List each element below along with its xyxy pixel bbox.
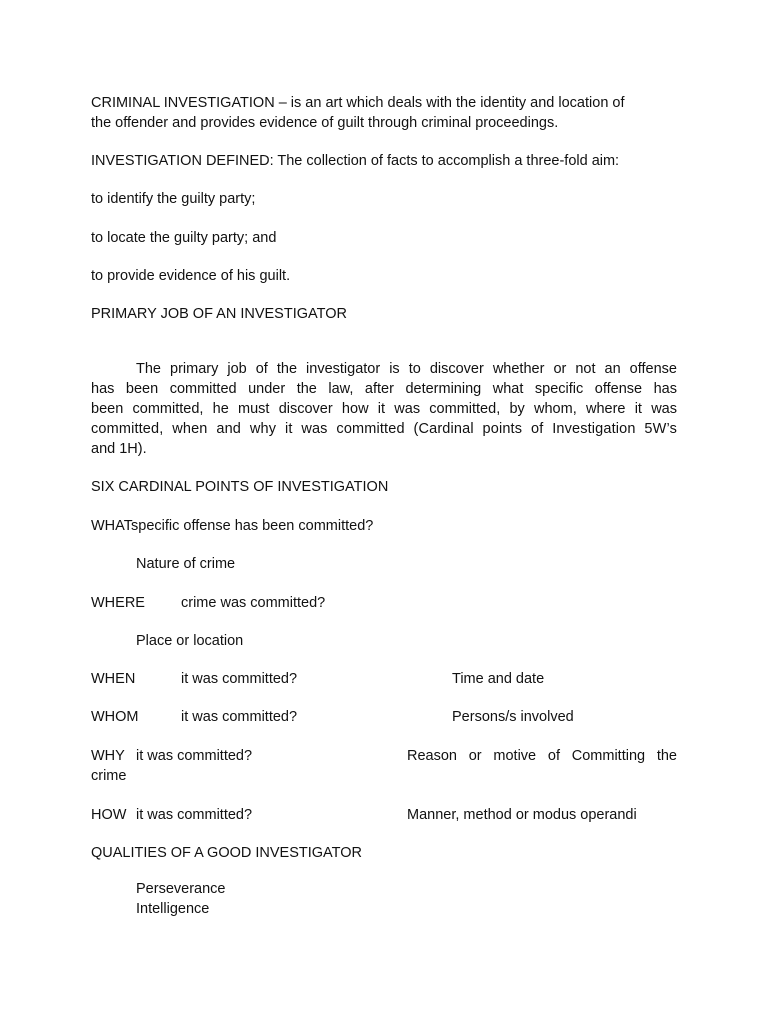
why-text: it was committed? — [136, 748, 253, 764]
aim-item: to identify the guilty party; — [91, 191, 256, 207]
what-note: Nature of crime — [136, 556, 236, 572]
whom-label: WHOM — [91, 709, 139, 725]
how-text: it was committed? — [136, 807, 253, 823]
cardinal-points-heading: SIX CARDINAL POINTS OF INVESTIGATION — [91, 479, 389, 495]
when-label: WHEN — [91, 671, 136, 687]
when-text: it was committed? — [181, 671, 298, 687]
quality-item: Perseverance — [136, 881, 226, 897]
definition-paragraph: INVESTIGATION DEFINED: The collection of facts to accomplish a three-fold aim: — [91, 153, 620, 169]
primary-job-line: has been committed under the law, after determining what specific offense has — [91, 381, 677, 397]
why-label: WHY — [91, 748, 125, 764]
intro-line-1: CRIMINAL INVESTIGATION – is an art which deals with the identity and location of — [91, 95, 625, 111]
intro-line-2: the offender and provides evidence of guilt through criminal proceedings. — [91, 115, 559, 131]
primary-job-line: The primary job of the investigator is to discover whether or not an offense — [136, 361, 677, 377]
when-note: Time and date — [452, 671, 545, 687]
qualities-heading: QUALITIES OF A GOOD INVESTIGATOR — [91, 845, 362, 861]
where-note: Place or location — [136, 633, 244, 649]
how-note: Manner, method or modus operandi — [407, 807, 637, 823]
whom-text: it was committed? — [181, 709, 298, 725]
aim-item: to provide evidence of his guilt. — [91, 268, 291, 284]
how-label: HOW — [91, 807, 127, 823]
aim-item: to locate the guilty party; and — [91, 230, 277, 246]
what-row: WHATspecific offense has been committed? — [91, 518, 374, 534]
why-note: Reason or motive of Committing the — [407, 748, 677, 764]
primary-job-heading: PRIMARY JOB OF AN INVESTIGATOR — [91, 306, 347, 322]
primary-job-line: been committed, he must discover how it was committed, by whom, where it was — [91, 401, 677, 417]
whom-note: Persons/s involved — [452, 709, 574, 725]
quality-item: Intelligence — [136, 901, 210, 917]
primary-job-line: committed, when and why it was committed (Cardinal points of Investigation 5W’s — [91, 421, 677, 437]
primary-job-line: and 1H). — [91, 441, 147, 457]
where-label: WHERE — [91, 595, 145, 611]
where-text: crime was committed? — [181, 595, 326, 611]
why-note-continued: crime — [91, 768, 127, 784]
